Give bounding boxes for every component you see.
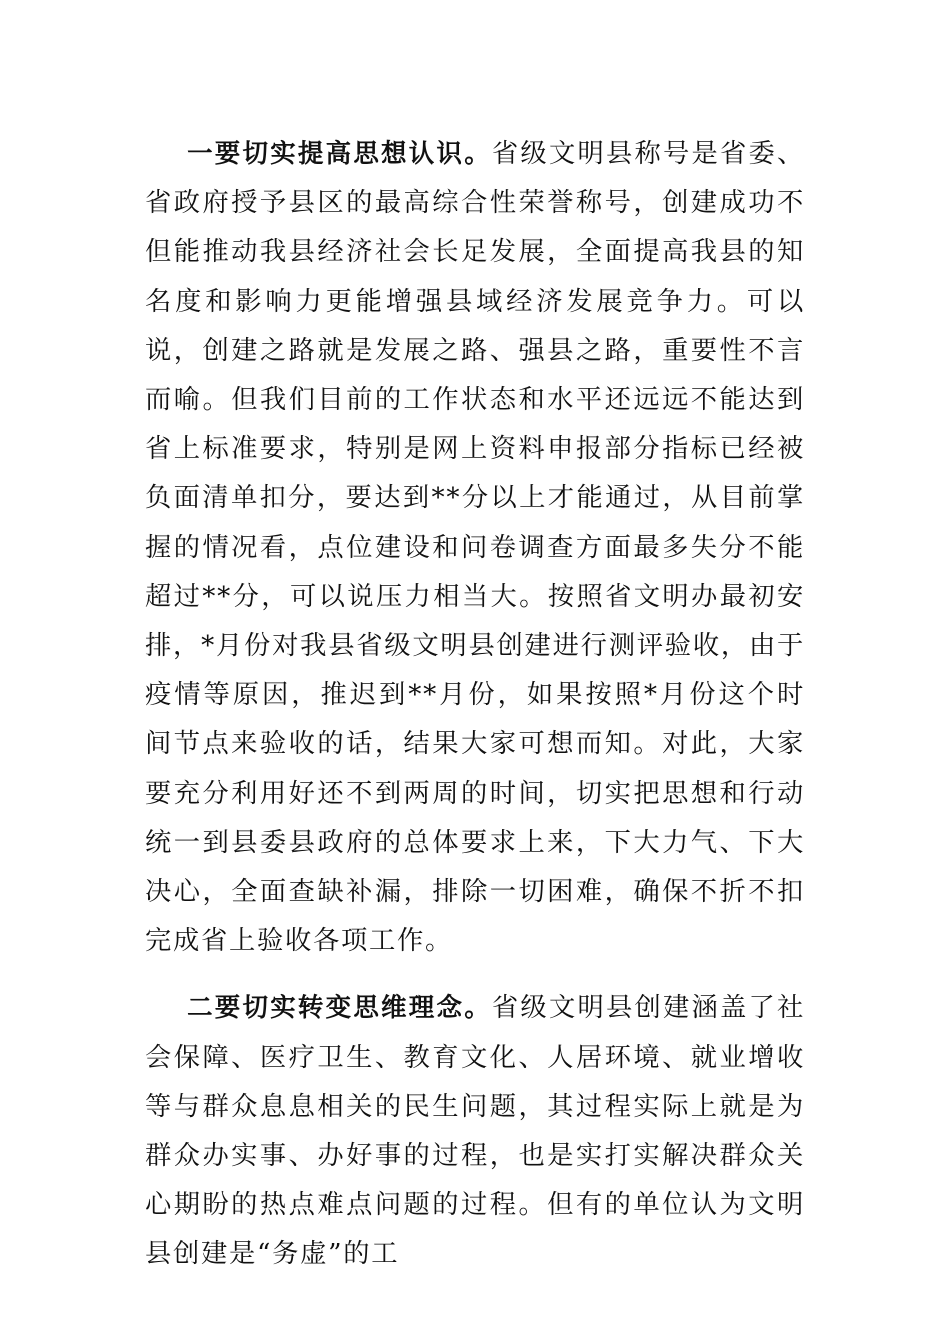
paragraph-2-body: 省级文明县创建涵盖了社会保障、医疗卫生、教育文化、人居环境、就业增收等与群众息息相关的民生问题，其过程实际上就是为群众办实事、办好事的过程，也是实打实解决群众关心期盼的热点难点问题的过程。但有的单位认为文明县创建是“务虚”的工 <box>145 993 806 1270</box>
paragraph-1-body: 省级文明县称号是省委、省政府授予县区的最高综合性荣誉称号，创建成功不但能推动我县经济社会长足发展，全面提高我县的知名度和影响力更能增强县域经济发展竞争力。可以说，创建之路就是发展之路、强县之路，重要性不言而喻。但我们目前的工作状态和水平还远远不能达到省上标准要求，特别是网上资料申报部分指标已经被负面清单扣分，要达到**分以上才能通过，从目前掌握的情况看，点位建设和问卷调查方面最多失分不能超过**分，可以说压力相当大。按照省文明办最初安排，*月份对我县省级文明县创建进行测评验收，由于疫情等原因，推迟到**月份，如果按照*月份这个时间节点来验收的话，结果大家可想而知。对此，大家要充分利用好还不到两周的时间，切实把思想和行动统一到县委县政府的总体要求上来，下大力气、下大决心，全面查缺补漏，排除一切困难，确保不折不扣完成省上验收各项工作。 <box>145 139 806 957</box>
paragraph-2 <box>145 984 805 1279</box>
document-page <box>145 130 805 1280</box>
paragraph-2-heading: 二要切实转变思维理念。 <box>187 993 492 1024</box>
paragraph-1-heading: 一要切实提高思想认识。 <box>187 139 492 169</box>
paragraph-1 <box>145 130 805 966</box>
